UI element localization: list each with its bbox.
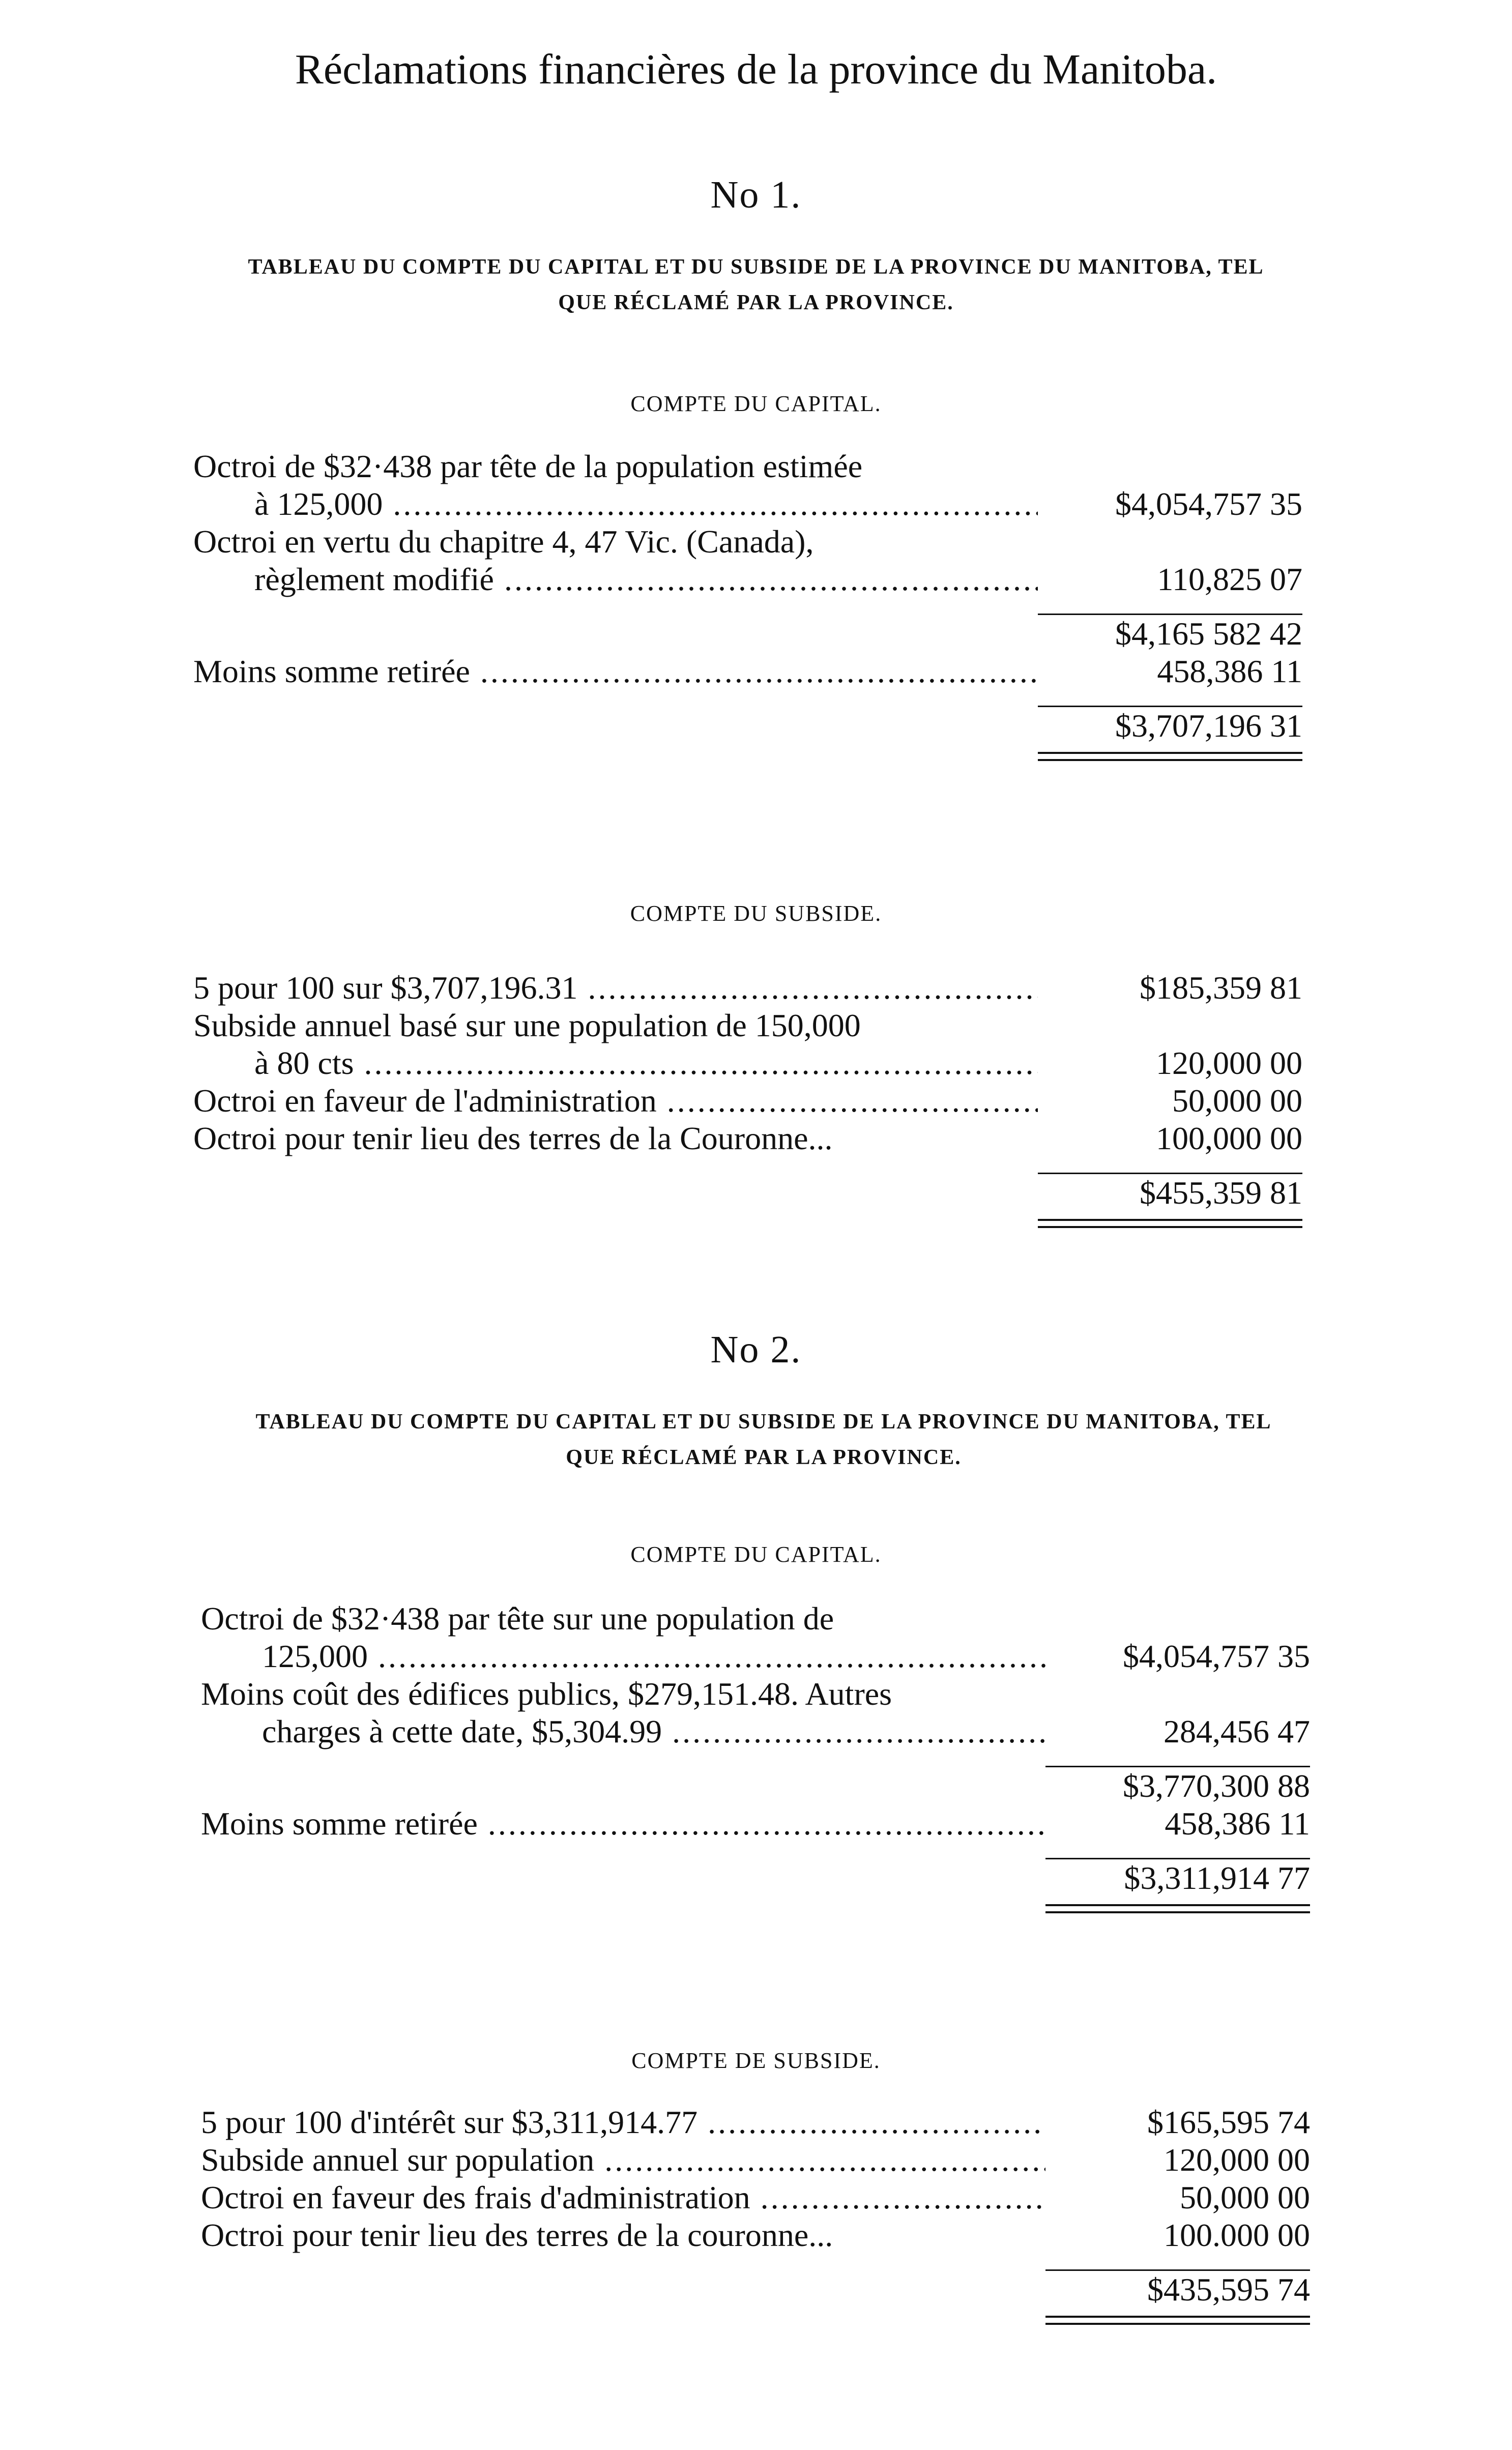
ledger-row: [201, 1675, 1310, 1713]
ledger-row: [201, 1638, 1310, 1675]
ledger-row: [193, 1044, 1302, 1082]
section-2-heading-line2: QUE RÉCLAMÉ PAR LA PROVINCE.: [566, 1446, 962, 1469]
ledger-amount: 458,386 11: [1157, 653, 1302, 689]
ledger-desc: Octroi de $32·438 par tête sur une population de: [201, 1600, 834, 1637]
ledger-row: [193, 615, 1302, 653]
section-2-heading-line1: TABLEAU DU COMPTE DU CAPITAL ET DU SUBSIDE DE LA PROVINCE DU MANITOBA, TEL: [255, 1410, 1272, 1434]
ledger-row: [201, 1713, 1310, 1751]
ledger-desc: Moins somme retirée .....: [201, 1805, 1045, 1843]
ledger-amount: 458,386 11: [1165, 1805, 1310, 1842]
ledger-row: [201, 1767, 1310, 1805]
section-2-subsidy-title: COMPTE DE SUBSIDE.: [631, 2048, 881, 2073]
section-1-heading-line1: TABLEAU DU COMPTE DU CAPITAL ET DU SUBSIDE DE LA PROVINCE DU MANITOBA, TEL: [248, 255, 1264, 279]
ledger-row: [193, 448, 1302, 485]
ledger-total: $3,707,196 31: [1115, 708, 1302, 744]
ledger-subtotal: $3,770,300 88: [1123, 1768, 1310, 1804]
ledger-desc: règlement modifié .....: [193, 561, 1038, 598]
ledger-amount: 120,000 00: [1156, 1045, 1302, 1081]
section-2-capital-title: COMPTE DU CAPITAL.: [630, 1542, 882, 1567]
ledger-amount: 100.000 00: [1164, 2217, 1310, 2253]
ledger-amount: 110,825 07: [1157, 561, 1302, 597]
ledger-desc: Octroi pour tenir lieu des terres de la couronne...: [201, 2217, 833, 2253]
ledger-amount: $4,054,757 35: [1115, 486, 1302, 522]
ledger-row: [201, 2216, 1310, 2254]
section-1-heading-line2: QUE RÉCLAMÉ PAR LA PROVINCE.: [558, 291, 954, 314]
ledger-subtotal: $4,165 582 42: [1115, 616, 1302, 652]
ledger-total: $455,359 81: [1140, 1175, 1302, 1211]
ledger-desc: à 125,000 .....: [193, 485, 1038, 523]
section-2-capital-ledger: [201, 1600, 1310, 1913]
section-1-subsidy-title: COMPTE DU SUBSIDE.: [630, 901, 882, 926]
ledger-row: [201, 1859, 1310, 1897]
section-2-heading: [48, 1404, 1479, 1475]
section-1-capital-title: COMPTE DU CAPITAL.: [630, 391, 882, 416]
ledger-row: [201, 2141, 1310, 2179]
ledger-total: $3,311,914 77: [1124, 1860, 1310, 1896]
ledger-row: [193, 485, 1302, 523]
ledger-desc: Octroi en vertu du chapitre 4, 47 Vic. (Canada),: [193, 523, 814, 560]
section-1-capital-ledger: [193, 448, 1302, 761]
total-double-rule: [1038, 1219, 1302, 1228]
ledger-amount: 120,000 00: [1164, 2142, 1310, 2178]
ledger-row: [193, 561, 1302, 598]
ledger-row: [193, 653, 1302, 690]
ledger-row: [201, 2104, 1310, 2141]
ledger-desc: à 80 cts .....: [193, 1044, 1038, 1082]
ledger-total: $435,595 74: [1147, 2271, 1310, 2308]
ledger-desc: Octroi en faveur des frais d'administration .....: [201, 2179, 1045, 2216]
ledger-amount: 100,000 00: [1156, 1120, 1302, 1156]
section-number-2: No 2.: [710, 1328, 802, 1371]
ledger-desc: Octroi pour tenir lieu des terres de la Couronne...: [193, 1120, 833, 1156]
ledger-row: [201, 1600, 1310, 1638]
ledger-row: [193, 1082, 1302, 1120]
total-double-rule: [1038, 752, 1302, 761]
ledger-amount: 50,000 00: [1180, 2179, 1310, 2215]
ledger-row: [193, 1174, 1302, 1212]
ledger-desc: 125,000 .....: [201, 1638, 1045, 1675]
ledger-amount: $185,359 81: [1140, 970, 1302, 1006]
section-1-subsidy-ledger: [193, 969, 1302, 1228]
ledger-desc: 5 pour 100 sur $3,707,196.31 .....: [193, 969, 1038, 1007]
ledger-row: [201, 2271, 1310, 2309]
ledger-amount: $4,054,757 35: [1123, 1638, 1310, 1674]
ledger-row: [193, 707, 1302, 745]
ledger-desc: charges à cette date, $5,304.99 .....: [201, 1713, 1045, 1751]
ledger-desc: Subside annuel sur population .....: [201, 2141, 1045, 2179]
ledger-desc: Moins somme retirée .....: [193, 653, 1038, 690]
ledger-amount: 284,456 47: [1164, 1713, 1310, 1749]
ledger-amount: $165,595 74: [1147, 2104, 1310, 2140]
ledger-row: [193, 1007, 1302, 1044]
ledger-row: [201, 2179, 1310, 2216]
ledger-amount: 50,000 00: [1172, 1083, 1302, 1119]
ledger-row: [193, 1120, 1302, 1157]
ledger-desc: Moins coût des édifices publics, $279,151.48. Autres: [201, 1676, 892, 1712]
section-number-1: No 1.: [710, 173, 802, 216]
section-1-heading: [41, 249, 1471, 320]
section-2-subsidy-ledger: [201, 2104, 1310, 2325]
total-double-rule: [1045, 2316, 1310, 2325]
ledger-desc: Octroi de $32·438 par tête de la population estimée: [193, 448, 863, 484]
ledger-desc: 5 pour 100 d'intérêt sur $3,311,914.77 .....: [201, 2104, 1045, 2141]
ledger-row: [193, 523, 1302, 561]
ledger-desc: Subside annuel basé sur une population de 150,000: [193, 1007, 861, 1043]
ledger-row: [201, 1805, 1310, 1843]
page-title: Réclamations financières de la province du Manitoba.: [295, 46, 1217, 93]
total-double-rule: [1045, 1904, 1310, 1913]
ledger-row: [193, 969, 1302, 1007]
ledger-desc: Octroi en faveur de l'administration .....: [193, 1082, 1038, 1120]
